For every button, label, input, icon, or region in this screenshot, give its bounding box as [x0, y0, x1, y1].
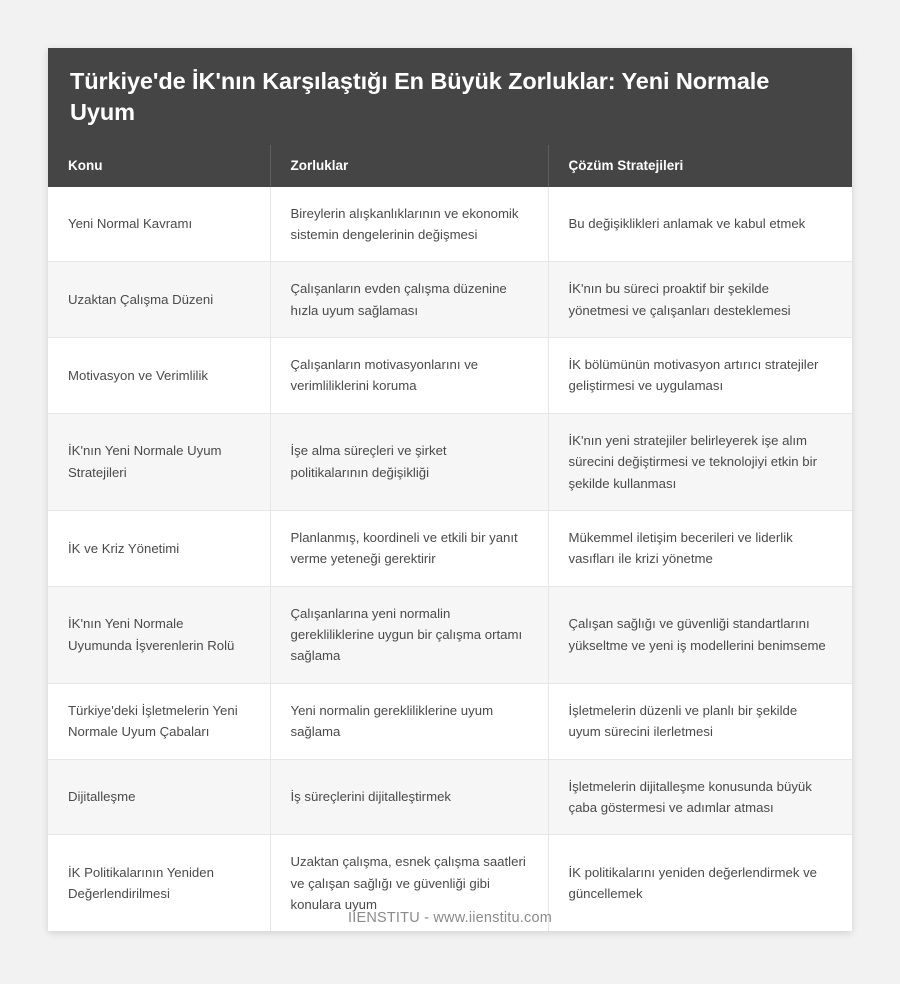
table-row: [48, 338, 852, 414]
cell-konu: Motivasyon ve Verimlilik: [48, 338, 270, 414]
table-row: [48, 187, 852, 262]
cell-konu: İK'nın Yeni Normale Uyumunda İşverenlerin Rolü: [48, 586, 270, 683]
cell-konu: Uzaktan Çalışma Düzeni: [48, 262, 270, 338]
cell-konu: İK ve Kriz Yönetimi: [48, 510, 270, 586]
cell-cozum: İK'nın yeni stratejiler belirleyerek işe alım sürecini değiştirmesi ve teknolojiyi etkin bir şekilde kullanması: [548, 413, 852, 510]
cell-cozum: Bu değişiklikleri anlamak ve kabul etmek: [548, 187, 852, 262]
table-row: [48, 586, 852, 683]
cell-cozum: Çalışan sağlığı ve güvenliği standartlarını yükseltme ve yeni iş modellerini benimseme: [548, 586, 852, 683]
table-body: [48, 187, 852, 932]
page-title: Türkiye'de İK'nın Karşılaştığı En Büyük Zorluklar: Yeni Normale Uyum: [70, 68, 770, 126]
cell-zorluklar: Planlanmış, koordineli ve etkili bir yanıt verme yeteneği gerektirir: [270, 510, 548, 586]
challenges-table: [48, 145, 852, 932]
cell-cozum: İK bölümünün motivasyon artırıcı stratejiler geliştirmesi ve uygulaması: [548, 338, 852, 414]
cell-zorluklar: Uzaktan çalışma, esnek çalışma saatleri ve çalışan sağlığı ve güvenliği gibi konulara uyum: [270, 835, 548, 932]
cell-zorluklar: İşe alma süreçleri ve şirket politikalarının değişikliği: [270, 413, 548, 510]
cell-cozum: İşletmelerin dijitalleşme konusunda büyük çaba göstermesi ve adımlar atması: [548, 759, 852, 835]
cell-zorluklar: Bireylerin alışkanlıklarının ve ekonomik sistemin dengelerinin değişmesi: [270, 187, 548, 262]
table-row: [48, 759, 852, 835]
cell-zorluklar: Çalışanlarına yeni normalin gerekliliklerine uygun bir çalışma ortamı sağlama: [270, 586, 548, 683]
cell-cozum: İK'nın bu süreci proaktif bir şekilde yönetmesi ve çalışanları desteklemesi: [548, 262, 852, 338]
table-card: [48, 48, 852, 931]
table-row: [48, 413, 852, 510]
table-header-row: [48, 145, 852, 187]
cell-zorluklar: İş süreçlerini dijitalleştirmek: [270, 759, 548, 835]
table-row: [48, 262, 852, 338]
cell-zorluklar: Yeni normalin gerekliliklerine uyum sağlama: [270, 683, 548, 759]
cell-konu: İK'nın Yeni Normale Uyum Stratejileri: [48, 413, 270, 510]
column-header-konu: Konu: [48, 145, 270, 187]
title-banner: [48, 48, 852, 145]
cell-konu: Yeni Normal Kavramı: [48, 187, 270, 262]
cell-konu: Dijitalleşme: [48, 759, 270, 835]
table-row: [48, 510, 852, 586]
cell-cozum: Mükemmel iletişim becerileri ve liderlik vasıfları ile krizi yönetme: [548, 510, 852, 586]
table-row: [48, 683, 852, 759]
column-header-zorluklar: Zorluklar: [270, 145, 548, 187]
table-header: [48, 145, 852, 187]
cell-cozum: İK politikalarını yeniden değerlendirmek ve güncellemek: [548, 835, 852, 932]
cell-zorluklar: Çalışanların evden çalışma düzenine hızla uyum sağlaması: [270, 262, 548, 338]
footer-attribution: IIENSTITU - www.iienstitu.com: [348, 910, 552, 926]
cell-konu: Türkiye'deki İşletmelerin Yeni Normale Uyum Çabaları: [48, 683, 270, 759]
cell-cozum: İşletmelerin düzenli ve planlı bir şekilde uyum sürecini ilerletmesi: [548, 683, 852, 759]
column-header-cozum-stratejileri: Çözüm Stratejileri: [548, 145, 852, 187]
cell-zorluklar: Çalışanların motivasyonlarını ve verimliliklerini koruma: [270, 338, 548, 414]
cell-konu: İK Politikalarının Yeniden Değerlendirilmesi: [48, 835, 270, 932]
